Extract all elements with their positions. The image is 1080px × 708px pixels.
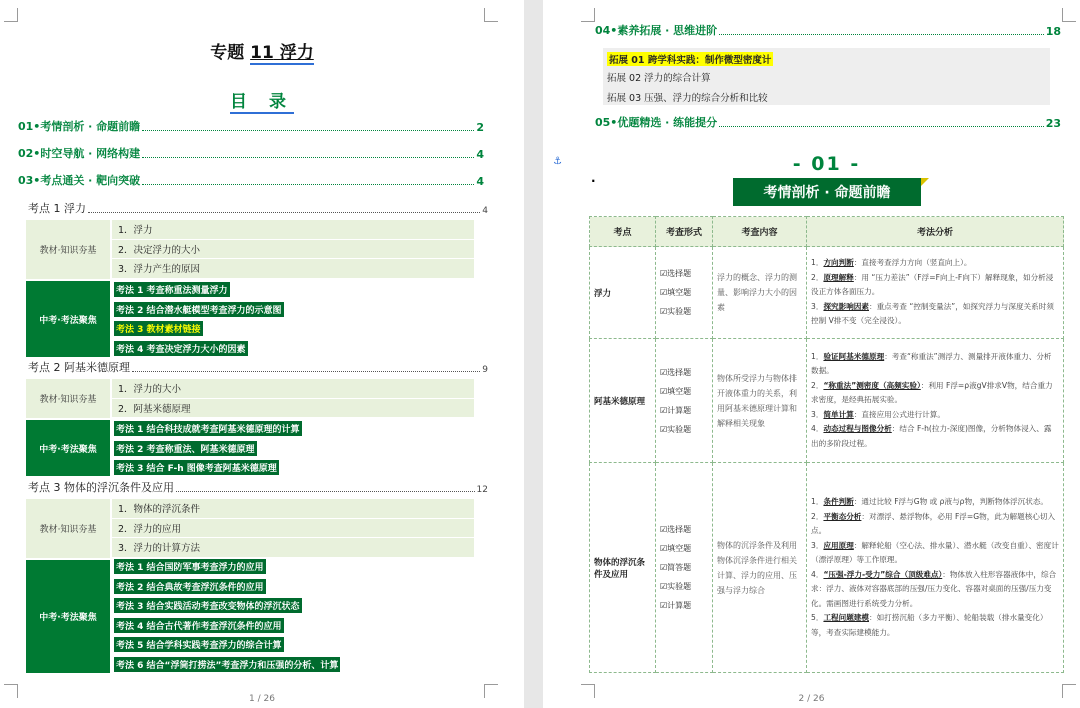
toc-heading: 目 录 xyxy=(230,92,294,112)
content-cell: 物体所受浮力与物体排开液体重力的关系，利用阿基米德原理计算和解释相关现象 xyxy=(713,339,807,463)
kaofa-item[interactable]: 考法 2 结合潜水艇模型考查浮力的示意图 xyxy=(114,302,284,317)
table-row xyxy=(590,339,1064,463)
label-jiaocai: 教材·知识夯基 xyxy=(26,379,110,418)
section-banner: 考情剖析 · 命题前瞻 xyxy=(733,178,921,206)
analysis-cell: 1．条件判断：通过比较 F浮与G物 或 ρ液与ρ物，判断物体浮沉状态。 2．平衡态分析：对漂浮、悬浮物体，必用 F浮=G物，此为解题核心切入点。 3．应用原理：解释轮船（空心法、排水量）、潜水艇（改变自重）、密度计（漂浮原理）等工作原理。 4．“压强-浮力-受力”综合（顶级难点）：物体放入柱形容器液体中，综合求：浮力、液体对容器底部的压强/压力变化、容器对桌面的压强/压力变化。需画图进行系统受力分析。 5．工程问题建模：如打捞沉船（多力平衡）、轮船装载（排水量变化）等，考查实际建模能力。 xyxy=(807,463,1064,673)
kaofa-item[interactable]: 考法 4 考查决定浮力大小的因素 xyxy=(114,341,248,356)
table-row xyxy=(590,463,1064,673)
label-zhongkao: 中考·考法聚焦 xyxy=(26,281,110,357)
kaofa-item[interactable]: 考法 2 结合典故考查浮沉条件的应用 xyxy=(114,579,266,594)
table-header: 考点 xyxy=(590,217,656,247)
toc-entry-02[interactable]: 02•时空导航 · 网络构建 4 xyxy=(18,147,484,161)
kaofa-item[interactable]: 考法 2 考查称重法、阿基米德原理 xyxy=(114,441,257,456)
bullet-mark: · xyxy=(591,174,596,188)
toc-item[interactable]: 3．浮力产生的原因 xyxy=(112,259,474,279)
content-cell: 物体的沉浮条件及利用物体沉浮条件进行相关计算、浮力的应用、压强与浮力综合 xyxy=(713,463,807,673)
toc-item[interactable]: 2．阿基米德原理 xyxy=(112,399,474,419)
kaofa-item[interactable]: 考法 4 结合古代著作考查浮沉条件的应用 xyxy=(114,618,284,633)
toc-item[interactable]: 3．浮力的计算方法 xyxy=(112,538,474,558)
analysis-cell: 1．方向判断：直接考查浮力方向（竖直向上）。 2．原理解释：用 “压力差法”（F浮=F向上-F向下）解释现象，如分析浸没正方体各面压力。 3．探究影响因素：重点考查 “控制变量法”，如探究浮力与深度关系时须控制 V排不变（完全浸没）。 xyxy=(807,247,1064,339)
table-header: 考查内容 xyxy=(713,217,807,247)
toc-entry-04[interactable]: 04•素养拓展 · 思维进阶 18 xyxy=(595,24,1061,38)
kaofa-item[interactable]: 考法 1 结合科技成就考查阿基米德原理的计算 xyxy=(114,421,302,436)
kaodian-1-group xyxy=(26,220,474,357)
kaodian-cell: 浮力 xyxy=(590,247,656,339)
kaofa-item[interactable]: 考法 3 教材素材链接 xyxy=(114,321,203,336)
anchor-icon: ⚓ xyxy=(553,156,562,167)
kaodian-cell: 物体的浮沉条件及应用 xyxy=(590,463,656,673)
extension-item[interactable]: 拓展 03 压强、浮力的综合分析和比较 xyxy=(607,93,768,104)
table-row xyxy=(590,247,1064,339)
label-jiaocai: 教材·知识夯基 xyxy=(26,220,110,279)
page-number: 1 / 26 xyxy=(249,694,275,704)
forms-cell: ☑选择题 ☑填空题 ☑实验题 xyxy=(656,247,713,339)
kaofa-item[interactable]: 考法 1 考查称重法测量浮力 xyxy=(114,282,230,297)
toc-item[interactable]: 1．物体的浮沉条件 xyxy=(112,499,474,519)
toc-entry-01[interactable]: 01•考情剖析 · 命题前瞻 2 xyxy=(18,120,484,134)
label-jiaocai: 教材·知识夯基 xyxy=(26,499,110,558)
kaofa-item[interactable]: 考法 1 结合国防军事考查浮力的应用 xyxy=(114,559,266,574)
kaodian-cell: 阿基米德原理 xyxy=(590,339,656,463)
forms-cell: ☑选择题 ☑填空题 ☑计算题 ☑实验题 xyxy=(656,339,713,463)
label-zhongkao: 中考·考法聚焦 xyxy=(26,560,110,673)
toc-item[interactable]: 2．决定浮力的大小 xyxy=(112,240,474,260)
corner-mark xyxy=(1062,8,1076,22)
toc-item[interactable]: 2．浮力的应用 xyxy=(112,519,474,539)
toc-entry-05[interactable]: 05•优题精选 · 练能提分 23 xyxy=(595,116,1061,130)
table-header: 考查形式 xyxy=(656,217,713,247)
extension-list xyxy=(603,48,1050,105)
forms-cell: ☑选择题 ☑填空题 ☑简答题 ☑实验题 ☑计算题 xyxy=(656,463,713,673)
toc-item[interactable]: 1．浮力 xyxy=(112,220,474,240)
page-1 xyxy=(0,0,524,708)
analysis-table xyxy=(589,216,1064,673)
corner-mark xyxy=(581,8,595,22)
toc-kaodian-3[interactable]: 考点 3 物体的浮沉条件及应用 12 xyxy=(28,481,488,495)
kaofa-item[interactable]: 考法 3 结合实践活动考查改变物体的浮沉状态 xyxy=(114,598,302,613)
section-number: - 01 - xyxy=(792,153,861,175)
table-header: 考法分析 xyxy=(807,217,1064,247)
content-cell: 浮力的概念、浮力的测量、影响浮力大小的因素 xyxy=(713,247,807,339)
kaodian-2-group xyxy=(26,379,474,476)
extension-item[interactable]: 拓展 01 跨学科实践：制作微型密度计 xyxy=(607,52,773,66)
page-number: 2 / 26 xyxy=(798,694,825,704)
kaofa-item[interactable]: 考法 6 结合“浮筒打捞法”考查浮力和压强的分析、计算 xyxy=(114,657,340,672)
label-zhongkao: 中考·考法聚焦 xyxy=(26,420,110,476)
document-title: 专题 11 浮力 xyxy=(210,43,314,63)
analysis-cell: 1．验证阿基米德原理：考查“称重法”测浮力、测量排开液体重力、分析数据。 2．“称重法”测密度（高频实验）：利用 F浮=ρ液gV排求V物，结合重力求密度，是经典拓展实验。 3．简单计算：直接应用公式进行计算。 4．动态过程与图像分析：结合 F-h(拉力-深度)图像，分析物体浸入、露出的多阶段过程。 xyxy=(807,339,1064,463)
corner-mark xyxy=(484,8,498,22)
toc-kaodian-1[interactable]: 考点 1 浮力 4 xyxy=(28,202,488,216)
corner-mark xyxy=(4,8,18,22)
toc-entry-03[interactable]: 03•考点通关 · 靶向突破 4 xyxy=(18,174,484,188)
toc-kaodian-2[interactable]: 考点 2 阿基米德原理 9 xyxy=(28,361,488,375)
extension-item[interactable]: 拓展 02 浮力的综合计算 xyxy=(607,73,711,84)
kaofa-item[interactable]: 考法 3 结合 F-h 图像考查阿基米德原理 xyxy=(114,460,279,475)
toc-item[interactable]: 1．浮力的大小 xyxy=(112,379,474,399)
kaodian-3-group xyxy=(26,499,474,673)
page-2 xyxy=(543,0,1080,708)
kaofa-item[interactable]: 考法 5 结合学科实践考查浮力的综合计算 xyxy=(114,637,284,652)
